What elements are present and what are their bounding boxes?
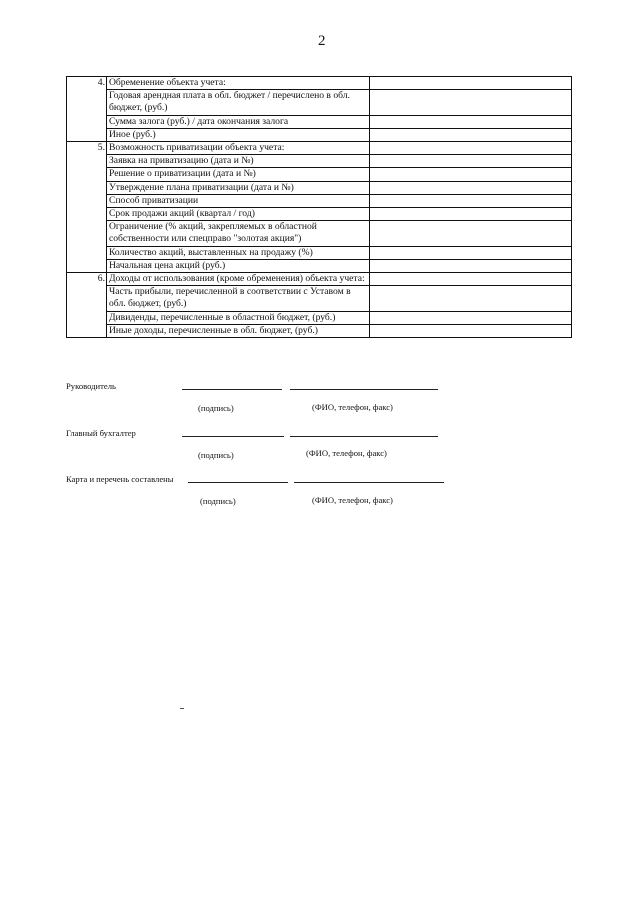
signature-label: Руководитель: [66, 381, 116, 391]
value-cell[interactable]: [370, 221, 572, 246]
value-cell[interactable]: [370, 155, 572, 168]
value-cell[interactable]: [370, 142, 572, 155]
value-cell[interactable]: [370, 128, 572, 141]
name-caption: (ФИО, телефон, факс): [312, 402, 393, 412]
row-label: Заявка на приватизацию (дата и №): [107, 155, 370, 168]
name-line[interactable]: [290, 436, 438, 437]
value-cell[interactable]: [370, 208, 572, 221]
table-row: [67, 128, 572, 141]
table-row: [67, 90, 572, 115]
signature-caption: (подпись): [198, 403, 234, 413]
table-row: [67, 286, 572, 311]
section-number: 5.: [67, 142, 107, 155]
property-record-table: [66, 76, 572, 338]
value-cell[interactable]: [370, 273, 572, 286]
section-number: 6.: [67, 273, 107, 286]
row-label: Решение о приватизации (дата и №): [107, 168, 370, 181]
scan-artifact-mark: [180, 708, 184, 709]
signature-label: Главный бухгалтер: [66, 428, 136, 438]
row-label: Часть прибыли, перечисленной в соответствии с Уставом в обл. бюджет, (руб.): [107, 286, 370, 311]
signature-caption: (подпись): [200, 496, 236, 506]
value-cell[interactable]: [370, 181, 572, 194]
row-label: Доходы от использования (кроме обременения) объекта учета:: [107, 273, 370, 286]
value-cell[interactable]: [370, 168, 572, 181]
row-label: Начальная цена акций (руб.): [107, 259, 370, 272]
page-number: 2: [318, 33, 326, 49]
row-label: Способ приватизации: [107, 194, 370, 207]
table-row: [67, 77, 572, 90]
value-cell[interactable]: [370, 194, 572, 207]
row-label: Годовая арендная плата в обл. бюджет / перечислено в обл. бюджет, (руб.): [107, 90, 370, 115]
name-line[interactable]: [290, 389, 438, 390]
table-row: [67, 142, 572, 155]
table-row: [67, 273, 572, 286]
value-cell[interactable]: [370, 246, 572, 259]
row-label: Количество акций, выставленных на продажу (%): [107, 246, 370, 259]
row-label: Иное (руб.): [107, 128, 370, 141]
signature-line[interactable]: [182, 389, 282, 390]
name-caption: (ФИО, телефон, факс): [312, 495, 393, 505]
signature-line[interactable]: [188, 482, 288, 483]
name-caption: (ФИО, телефон, факс): [306, 448, 387, 458]
table-row: [67, 221, 572, 246]
table-row: [67, 155, 572, 168]
row-label: Утверждение плана приватизации (дата и №): [107, 181, 370, 194]
table-row: [67, 168, 572, 181]
table-row: [67, 246, 572, 259]
table-row: [67, 311, 572, 324]
value-cell[interactable]: [370, 77, 572, 90]
value-cell[interactable]: [370, 324, 572, 337]
row-label: Возможность приватизации объекта учета:: [107, 142, 370, 155]
row-label: Сумма залога (руб.) / дата окончания залога: [107, 115, 370, 128]
row-label: Дивиденды, перечисленные в областной бюджет, (руб.): [107, 311, 370, 324]
value-cell[interactable]: [370, 259, 572, 272]
signature-caption: (подпись): [198, 450, 234, 460]
section-number: 4.: [67, 77, 107, 90]
signature-line[interactable]: [182, 436, 284, 437]
signature-label: Карта и перечень составлены: [66, 474, 174, 484]
row-label: Иные доходы, перечисленные в обл. бюджет, (руб.): [107, 324, 370, 337]
name-line[interactable]: [294, 482, 444, 483]
value-cell[interactable]: [370, 286, 572, 311]
table-row: [67, 194, 572, 207]
row-label: Срок продажи акций (квартал / год): [107, 208, 370, 221]
row-label: Обременение объекта учета:: [107, 77, 370, 90]
value-cell[interactable]: [370, 90, 572, 115]
row-label: Ограничение (% акций, закрепляемых в областной собственности или спецправо "золотая акция"): [107, 221, 370, 246]
table-row: [67, 208, 572, 221]
table-row: [67, 181, 572, 194]
value-cell[interactable]: [370, 115, 572, 128]
value-cell[interactable]: [370, 311, 572, 324]
table-row: [67, 115, 572, 128]
table-row: [67, 259, 572, 272]
table-row: [67, 324, 572, 337]
